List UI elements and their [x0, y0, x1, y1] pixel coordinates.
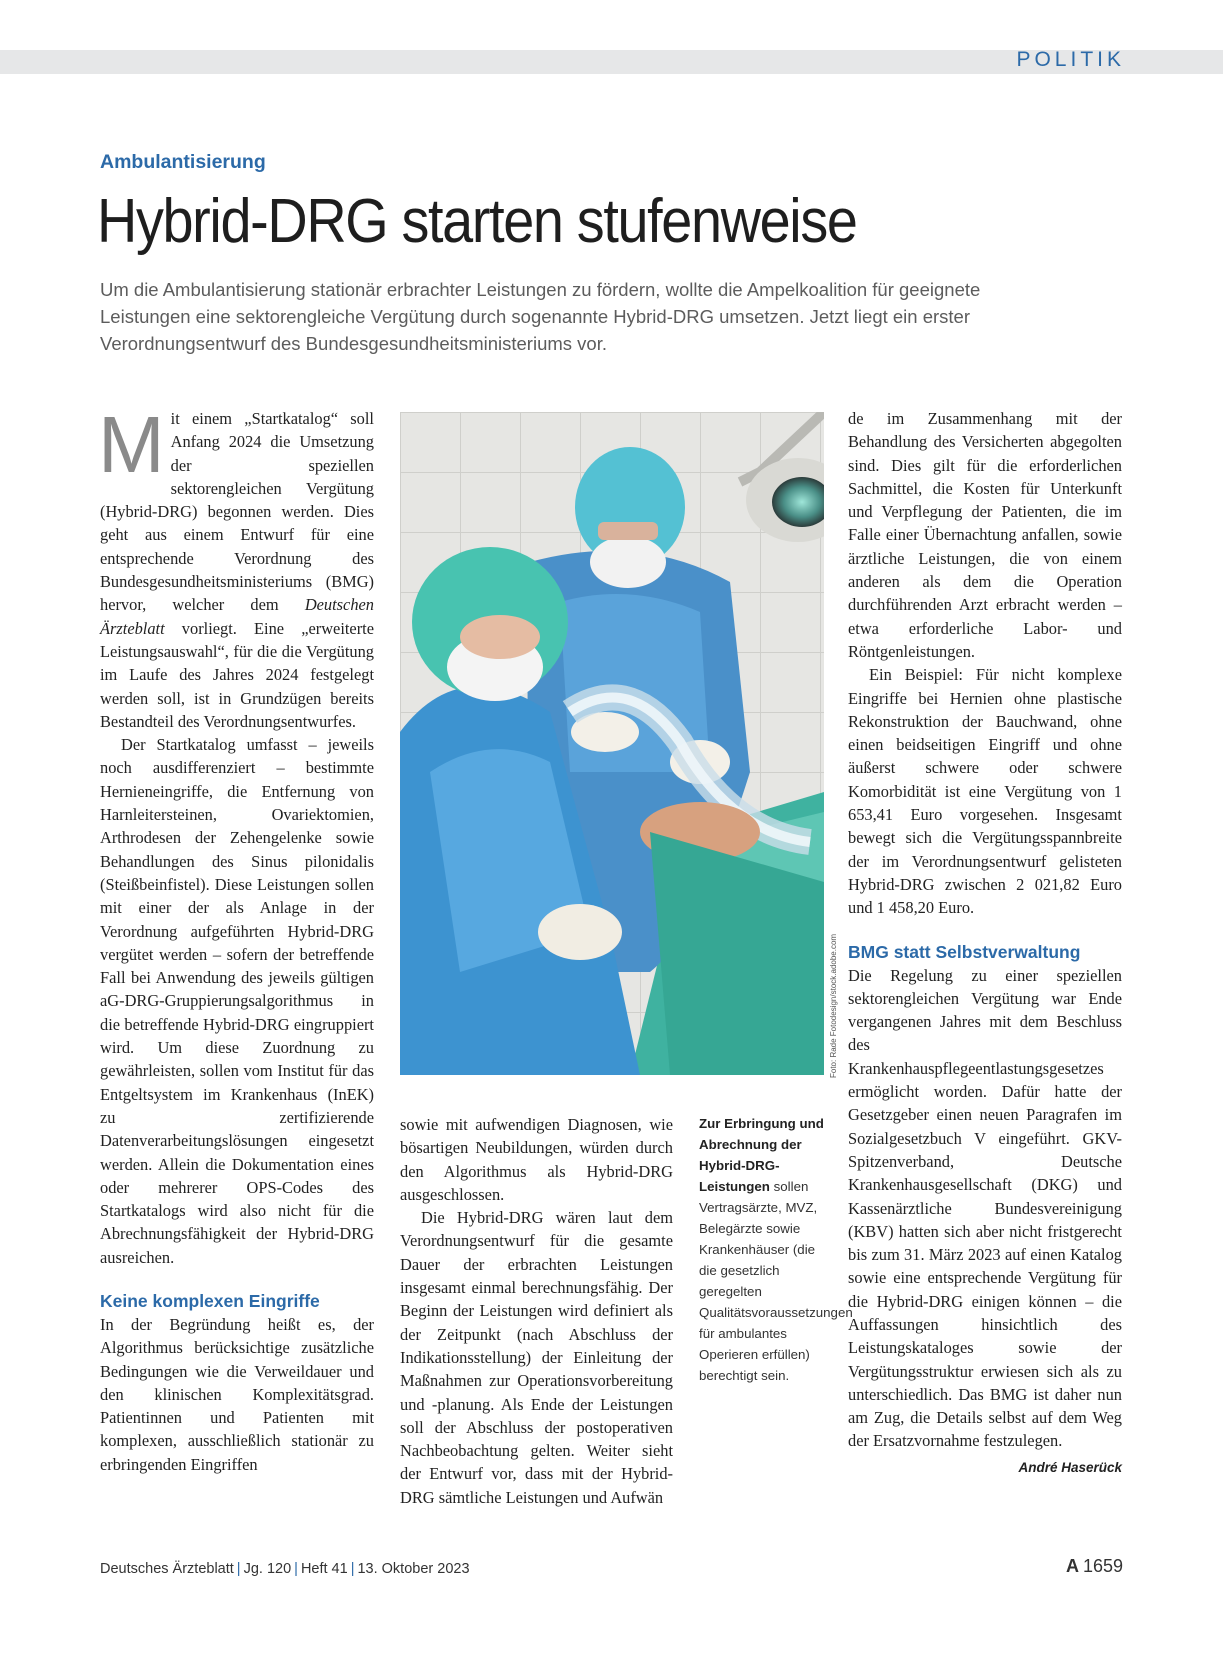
- subhead: Keine komplexen Eingriffe: [100, 1290, 320, 1311]
- subhead: BMG statt Selbstverwaltung: [848, 941, 1081, 962]
- paragraph: Der Startkatalog umfasst – jeweils noch ausdifferenziert – bestimmte Hernieneingriffe, die Entfernung von Harnleitersteinen, Ovariektomien, Arthrodesen der Zehengelenke sowie Behandlungen des Sinus pilonidalis (Steißbeinfistel). Diese Leistungen sollen mit einer der als Anlage in der Verordnung aufgeführten Hybrid-DRG vergütet werden – sofern der betreffende Fall bei Anwendung des jeweils gültigen aG-DRG-Gruppierungsalgorithmus in die betreffende Hybrid-DRG eingruppiert wird. Um diese Zuordnung zu gewährleisten, sollen vom Institut für das Entgeltsystem im Krankenhaus (InEK) zu zertifizierende Datenverarbeitungslösungen eingesetzt werden. Allein die Dokumentation eines oder mehrerer OPS-Codes des Startkatalogs wird also nicht für die Abrechnungsfähigkeit der Hybrid-DRG ausreichen.: [100, 735, 374, 1267]
- journal-name: Deutschen Ärzteblatt: [100, 595, 374, 638]
- surgery-photo: [400, 412, 824, 1075]
- footer-date: 13. Oktober 2023: [357, 1561, 470, 1577]
- headline: Hybrid-DRG starten stufenweise: [97, 187, 857, 256]
- kicker: Ambulantisierung: [100, 151, 266, 173]
- section-label: POLITIK: [1016, 48, 1125, 71]
- footer-journal: Deutsches Ärzteblatt: [100, 1561, 234, 1577]
- paragraph: de im Zusammenhang mit der Behandlung des Versicherten abgegolten sind. Dies gilt für die erforderlichen Sachmittel, die Kosten für Unterkunft und Verpflegung der Patienten, die im Falle einer Übernachtung anfallen, sowie ärztliche Leistungen, die von einem anderen als dem die Operation durchführenden Arzt erbracht werden – etwa erforderliche Labor- und Röntgenleistungen.: [848, 409, 1122, 661]
- paragraph: sowie mit aufwendigen Diagnosen, wie bösartigen Neubildungen, würden durch den Algorithmus als Hybrid-DRG ausgeschlossen.: [400, 1115, 673, 1204]
- column-1: [98, 400, 374, 1476]
- paragraph: Die Hybrid-DRG wären laut dem Verordnungsentwurf für die gesamte Dauer der erbrachten Leistungen insgesamt einmal berechnungsfähig. Der Beginn der Leistungen wird definiert als der Zeitpunkt (nach Abschluss der Indikationsstellung) der Einleitung der Maßnahmen zur Operationsvorbereitung und -planung. Als Ende der Leistungen soll der Abschluss der postoperativen Nachbeobachtung gelten. Weiter sieht der Entwurf vor, dass mit der Hybrid-DRG sämtliche Leistungen und Aufwän: [400, 1208, 673, 1507]
- footer-issue: Heft 41: [300, 1561, 348, 1577]
- paragraph: Die Regelung zu einer speziellen sektorengleichen Vergütung war Ende vergangenen Jahres mit dem Beschluss des Krankenhauspflegeentlastungsgesetzes ermöglicht worden. Dafür hatte der Gesetzgeber einen neuen Paragrafen im Sozialgesetzbuch V eingeführt. GKV-Spitzenverband, Deutsche Krankenhausgesellschaft (DKG) und Kassenärztliche Bundesvereinigung (KBV) hatten sich aber nicht fristgerecht bis zum 31. März 2023 auf einen Katalog sowie eine entsprechende Vergütung für die Hybrid-DRG einigen können – die Auffassungen hinsichtlich des Leistungskataloges sowie der Vergütungsstruktur erwiesen sich als zu unterschiedlich. Das BMG ist daher nun am Zug, die Details selbst auf dem Weg der Ersatzvornahme festzulegen. André Haserück: [848, 964, 1122, 1453]
- dropcap: M: [98, 400, 165, 489]
- page-number: A 1659: [1065, 1556, 1123, 1576]
- paragraph: Ein Beispiel: Für nicht komplexe Eingriffe bei Hernien ohne plastische Rekonstruktion der Bauchwand, ohne einen beidseitigen Eingriff und ohne äußerst schwere oder schwere Komorbidität ist eine Vergütung von 1 653,41 Euro vorgesehen. Insgesamt bewegt sich die Vergütungsspannbreite der im Verordnungsentwurf gelisteten Hybrid-DRG zwischen 2 021,82 Euro und 1 458,20 Euro.: [848, 665, 1122, 918]
- column-2: [400, 1113, 673, 1509]
- footer-volume: Jg. 120: [243, 1561, 292, 1577]
- photo-credit: Foto: Rade Fotodesign/stock.adobe.com: [829, 933, 838, 1078]
- paragraph: In der Begründung heißt es, der Algorithmus berücksichtige zusätzliche Bedingungen wie die Verweildauer und den klinischen Komplexitätsgrad. Patientinnen und Patienten mit komplexen, ausschließlich stationär zu erbringenden Eingriffen: [100, 1314, 374, 1474]
- footer: Deutsches Ärzteblatt | Jg. 120 | Heft 41 | 13. Oktober 2023: [100, 1561, 470, 1577]
- lead-paragraph: Um die Ambulantisierung stationär erbrachter Leistungen zu fördern, wollte die Ampelkoalition für geeignete Leistungen eine sektorengleiche Vergütung durch sogenannte Hybrid-DRG umsetzen. Jetzt liegt ein erster Verordnungsentwurf des Bundesgesundheitsministeriums vor.: [100, 279, 981, 354]
- photo-caption: Zur Erbringung und Abrechnung der Hybrid-DRG-Leistungen sollen Vertragsärzte, MVZ, Belegärzte sowie Krankenhäuser (die die gesetzlich geregelten Qualitätsvoraussetzungen für ambulantes Operieren erfüllen) berechtigt sein.: [699, 1116, 853, 1383]
- paragraph: Mit einem „Startkatalog“ soll Anfang 2024 die Umsetzung der speziellen sektorengleichen Vergütung (Hybrid-DRG) begonnen werden. Dies geht aus einem Entwurf für eine entsprechende Verordnung des Bundesgesundheitsministeriums (BMG) hervor, welcher dem Deutschen Ärzteblatt vorliegt. Eine „erweiterte Leistungsauswahl“, für die die Vergütung im Laufe des Jahres 2024 festgelegt werden soll, ist in Grundzügen bereits Bestandteil des Verordnungsentwurfes.: [98, 400, 374, 731]
- column-3: [848, 407, 1122, 1479]
- caption-bold: Zur Erbringung und Abrechnung der Hybrid-DRG-Leistungen: [699, 1116, 824, 1194]
- author: André Haserück: [1018, 1459, 1122, 1475]
